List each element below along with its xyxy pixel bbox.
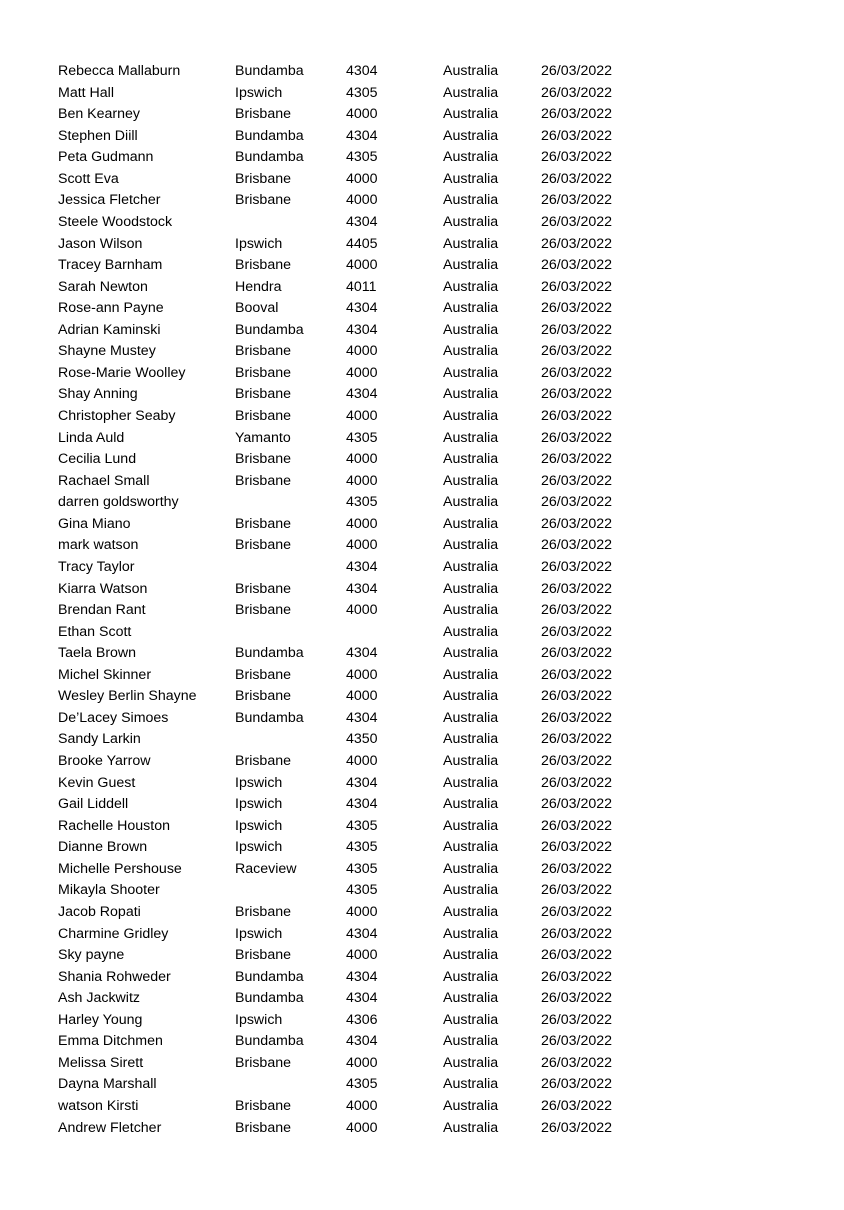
date-cell: 26/03/2022 — [541, 170, 613, 187]
date-cell: 26/03/2022 — [541, 1054, 613, 1071]
country-cell: Australia — [443, 278, 499, 295]
suburb-cell: Brisbane — [235, 386, 291, 403]
table-row — [58, 1010, 758, 1032]
country-cell: Australia — [443, 213, 499, 230]
table-row — [58, 708, 758, 730]
name-cell: Ash Jackwitz — [58, 990, 140, 1007]
suburb-cell: Brisbane — [235, 1098, 291, 1114]
name-cell: Taela Brown — [58, 645, 137, 662]
table-row — [58, 406, 758, 428]
table-row — [58, 514, 758, 536]
name-cell: Gail Liddell — [58, 796, 129, 813]
country-cell: Australia — [443, 817, 499, 834]
suburb-cell: Ipswich — [235, 817, 283, 834]
name-cell: Sandy Larkin — [58, 731, 141, 748]
postcode-cell: 4000 — [346, 537, 378, 554]
postcode-cell: 4000 — [346, 1119, 378, 1136]
country-cell: Australia — [443, 192, 499, 209]
table-row — [58, 320, 758, 342]
date-cell: 26/03/2022 — [541, 839, 613, 856]
name-cell: Rose-Marie Woolley — [58, 364, 186, 381]
date-cell: 26/03/2022 — [541, 882, 613, 899]
country-cell: Australia — [443, 925, 499, 942]
postcode-cell: 4000 — [346, 1098, 378, 1114]
date-cell: 26/03/2022 — [541, 63, 613, 79]
postcode-cell: 4304 — [346, 990, 378, 1007]
name-cell: Dayna Marshall — [58, 1076, 157, 1093]
suburb-cell: Bundamba — [235, 1033, 304, 1050]
country-cell: Australia — [443, 1098, 499, 1114]
name-cell: Melissa Sirett — [58, 1054, 144, 1071]
name-cell: Peta Gudmann — [58, 149, 154, 166]
country-cell: Australia — [443, 602, 499, 619]
country-cell: Australia — [443, 451, 499, 468]
table-row — [58, 428, 758, 450]
postcode-cell: 4306 — [346, 1011, 378, 1028]
postcode-cell: 4305 — [346, 429, 378, 446]
postcode-cell: 4304 — [346, 709, 378, 726]
country-cell: Australia — [443, 343, 499, 360]
postcode-cell: 4000 — [346, 1054, 378, 1071]
suburb-cell: Brisbane — [235, 537, 291, 554]
suburb-cell: Brisbane — [235, 1054, 291, 1071]
table-row — [58, 147, 758, 169]
table-row — [58, 1096, 758, 1118]
date-cell: 26/03/2022 — [541, 1011, 613, 1028]
date-cell: 26/03/2022 — [541, 753, 613, 769]
date-cell: 26/03/2022 — [541, 602, 613, 619]
postcode-cell: 4305 — [346, 1076, 378, 1093]
name-cell: Brooke Yarrow — [58, 753, 151, 769]
date-cell: 26/03/2022 — [541, 451, 613, 468]
postcode-cell: 4000 — [346, 257, 378, 274]
name-cell: Ethan Scott — [58, 623, 132, 640]
date-cell: 26/03/2022 — [541, 731, 613, 748]
table-row — [58, 535, 758, 557]
table-row — [58, 622, 758, 644]
country-cell: Australia — [443, 1054, 499, 1071]
country-cell: Australia — [443, 753, 499, 769]
date-cell: 26/03/2022 — [541, 429, 613, 446]
name-cell: Rachael Small — [58, 472, 150, 489]
postcode-cell: 4304 — [346, 645, 378, 662]
country-cell: Australia — [443, 666, 499, 683]
postcode-cell: 4304 — [346, 321, 378, 338]
table-row — [58, 104, 758, 126]
name-cell: Jacob Ropati — [58, 903, 141, 920]
date-cell: 26/03/2022 — [541, 688, 613, 705]
table-row — [58, 945, 758, 967]
postcode-cell: 4000 — [346, 343, 378, 360]
suburb-cell: Booval — [235, 300, 279, 317]
table-row — [58, 794, 758, 816]
country-cell: Australia — [443, 990, 499, 1007]
table-row — [58, 363, 758, 385]
suburb-cell: Bundamba — [235, 63, 304, 79]
suburb-cell: Raceview — [235, 860, 297, 877]
date-cell: 26/03/2022 — [541, 1076, 613, 1093]
country-cell: Australia — [443, 386, 499, 403]
date-cell: 26/03/2022 — [541, 709, 613, 726]
table-row — [58, 751, 758, 773]
date-cell: 26/03/2022 — [541, 321, 613, 338]
country-cell: Australia — [443, 127, 499, 144]
name-cell: Shay Anning — [58, 386, 138, 403]
country-cell: Australia — [443, 1119, 499, 1136]
postcode-cell: 4304 — [346, 796, 378, 813]
postcode-cell: 4304 — [346, 300, 378, 317]
table-row — [58, 600, 758, 622]
postcode-cell: 4304 — [346, 1033, 378, 1050]
date-cell: 26/03/2022 — [541, 149, 613, 166]
postcode-cell: 4000 — [346, 903, 378, 920]
date-cell: 26/03/2022 — [541, 408, 613, 424]
table-row — [58, 1074, 758, 1096]
suburb-cell: Ipswich — [235, 1011, 283, 1028]
postcode-cell: 4000 — [346, 451, 378, 468]
postcode-cell: 4000 — [346, 170, 378, 187]
date-cell: 26/03/2022 — [541, 990, 613, 1007]
date-cell: 26/03/2022 — [541, 235, 613, 252]
postcode-cell: 4000 — [346, 947, 378, 964]
record-list — [58, 61, 758, 1139]
name-cell: Jason Wilson — [58, 235, 143, 252]
country-cell: Australia — [443, 645, 499, 662]
country-cell: Australia — [443, 968, 499, 985]
table-row — [58, 169, 758, 191]
date-cell: 26/03/2022 — [541, 213, 613, 230]
table-row — [58, 837, 758, 859]
suburb-cell: Brisbane — [235, 515, 291, 532]
name-cell: Adrian Kaminski — [58, 321, 161, 338]
country-cell: Australia — [443, 494, 499, 511]
date-cell: 26/03/2022 — [541, 494, 613, 511]
table-row — [58, 190, 758, 212]
table-row — [58, 859, 758, 881]
date-cell: 26/03/2022 — [541, 300, 613, 317]
date-cell: 26/03/2022 — [541, 666, 613, 683]
postcode-cell: 4305 — [346, 84, 378, 101]
date-cell: 26/03/2022 — [541, 537, 613, 554]
suburb-cell: Hendra — [235, 278, 282, 295]
suburb-cell: Brisbane — [235, 666, 291, 683]
suburb-cell: Brisbane — [235, 192, 291, 209]
postcode-cell: 4011 — [346, 278, 377, 295]
country-cell: Australia — [443, 860, 499, 877]
date-cell: 26/03/2022 — [541, 817, 613, 834]
date-cell: 26/03/2022 — [541, 1033, 613, 1050]
date-cell: 26/03/2022 — [541, 1119, 613, 1136]
name-cell: Shayne Mustey — [58, 343, 156, 360]
table-row — [58, 773, 758, 795]
table-row — [58, 924, 758, 946]
date-cell: 26/03/2022 — [541, 515, 613, 532]
country-cell: Australia — [443, 903, 499, 920]
date-cell: 26/03/2022 — [541, 968, 613, 985]
table-row — [58, 729, 758, 751]
suburb-cell: Ipswich — [235, 925, 283, 942]
suburb-cell: Brisbane — [235, 170, 291, 187]
postcode-cell: 4350 — [346, 731, 378, 748]
date-cell: 26/03/2022 — [541, 84, 613, 101]
name-cell: Rachelle Houston — [58, 817, 170, 834]
suburb-cell: Bundamba — [235, 149, 304, 166]
suburb-cell: Bundamba — [235, 990, 304, 1007]
table-row — [58, 643, 758, 665]
date-cell: 26/03/2022 — [541, 364, 613, 381]
country-cell: Australia — [443, 170, 499, 187]
country-cell: Australia — [443, 580, 499, 597]
postcode-cell: 4304 — [346, 558, 378, 575]
suburb-cell: Bundamba — [235, 645, 304, 662]
name-cell: Scott Eva — [58, 170, 119, 187]
name-cell: Brendan Rant — [58, 602, 146, 619]
suburb-cell: Brisbane — [235, 580, 291, 597]
date-cell: 26/03/2022 — [541, 192, 613, 209]
name-cell: Dianne Brown — [58, 839, 148, 856]
name-cell: Sarah Newton — [58, 278, 148, 295]
date-cell: 26/03/2022 — [541, 1098, 613, 1114]
suburb-cell: Brisbane — [235, 753, 291, 769]
suburb-cell: Brisbane — [235, 947, 291, 964]
name-cell: Kiarra Watson — [58, 580, 148, 597]
table-row — [58, 492, 758, 514]
name-cell: Charmine Gridley — [58, 925, 169, 942]
country-cell: Australia — [443, 472, 499, 489]
name-cell: Kevin Guest — [58, 774, 136, 791]
postcode-cell: 4304 — [346, 968, 378, 985]
country-cell: Australia — [443, 106, 499, 123]
name-cell: Sky payne — [58, 947, 125, 964]
date-cell: 26/03/2022 — [541, 278, 613, 295]
name-cell: Ben Kearney — [58, 106, 141, 123]
name-cell: Harley Young — [58, 1011, 143, 1028]
postcode-cell: 4000 — [346, 666, 378, 683]
date-cell: 26/03/2022 — [541, 343, 613, 360]
suburb-cell: Bundamba — [235, 127, 304, 144]
table-row — [58, 988, 758, 1010]
name-cell: Linda Auld — [58, 429, 125, 446]
table-row — [58, 902, 758, 924]
date-cell: 26/03/2022 — [541, 472, 613, 489]
country-cell: Australia — [443, 1076, 499, 1093]
table-row — [58, 557, 758, 579]
suburb-cell: Brisbane — [235, 451, 291, 468]
country-cell: Australia — [443, 947, 499, 964]
name-cell: Mikayla Shooter — [58, 882, 160, 899]
table-row — [58, 579, 758, 601]
name-cell: Christopher Seaby — [58, 408, 176, 424]
table-row — [58, 1031, 758, 1053]
suburb-cell: Bundamba — [235, 321, 304, 338]
table-row — [58, 665, 758, 687]
suburb-cell: Brisbane — [235, 602, 291, 619]
table-row — [58, 255, 758, 277]
suburb-cell: Brisbane — [235, 903, 291, 920]
date-cell: 26/03/2022 — [541, 386, 613, 403]
suburb-cell: Brisbane — [235, 257, 291, 274]
suburb-cell: Brisbane — [235, 343, 291, 360]
table-row — [58, 384, 758, 406]
postcode-cell: 4304 — [346, 213, 378, 230]
table-row — [58, 471, 758, 493]
name-cell: darren goldsworthy — [58, 494, 179, 511]
country-cell: Australia — [443, 1011, 499, 1028]
country-cell: Australia — [443, 321, 499, 338]
table-row — [58, 61, 758, 83]
country-cell: Australia — [443, 408, 499, 424]
country-cell: Australia — [443, 84, 499, 101]
country-cell: Australia — [443, 429, 499, 446]
postcode-cell: 4304 — [346, 925, 378, 942]
suburb-cell: Brisbane — [235, 688, 291, 705]
postcode-cell: 4305 — [346, 839, 378, 856]
postcode-cell: 4000 — [346, 515, 378, 532]
date-cell: 26/03/2022 — [541, 580, 613, 597]
country-cell: Australia — [443, 1033, 499, 1050]
postcode-cell: 4304 — [346, 63, 378, 79]
date-cell: 26/03/2022 — [541, 903, 613, 920]
name-cell: De’Lacey Simoes — [58, 709, 169, 726]
date-cell: 26/03/2022 — [541, 127, 613, 144]
postcode-cell: 4304 — [346, 386, 378, 403]
suburb-cell: Brisbane — [235, 1119, 291, 1136]
suburb-cell: Ipswich — [235, 839, 283, 856]
name-cell: mark watson — [58, 537, 139, 554]
date-cell: 26/03/2022 — [541, 558, 613, 575]
postcode-cell: 4405 — [346, 235, 378, 252]
postcode-cell: 4000 — [346, 688, 378, 705]
suburb-cell: Brisbane — [235, 408, 291, 424]
country-cell: Australia — [443, 63, 499, 79]
country-cell: Australia — [443, 300, 499, 317]
table-row — [58, 298, 758, 320]
suburb-cell: Ipswich — [235, 774, 283, 791]
name-cell: Stephen Diill — [58, 127, 138, 144]
country-cell: Australia — [443, 882, 499, 899]
name-cell: Tracy Taylor — [58, 558, 135, 575]
date-cell: 26/03/2022 — [541, 257, 613, 274]
postcode-cell: 4305 — [346, 817, 378, 834]
table-row — [58, 212, 758, 234]
country-cell: Australia — [443, 364, 499, 381]
name-cell: Tracey Barnham — [58, 257, 163, 274]
table-row — [58, 686, 758, 708]
name-cell: Steele Woodstock — [58, 213, 173, 230]
suburb-cell: Bundamba — [235, 968, 304, 985]
table-row — [58, 880, 758, 902]
table-row — [58, 816, 758, 838]
country-cell: Australia — [443, 515, 499, 532]
postcode-cell: 4000 — [346, 364, 378, 381]
suburb-cell: Brisbane — [235, 472, 291, 489]
name-cell: Rose-ann Payne — [58, 300, 164, 317]
country-cell: Australia — [443, 537, 499, 554]
table-row — [58, 967, 758, 989]
table-row — [58, 234, 758, 256]
country-cell: Australia — [443, 558, 499, 575]
suburb-cell: Ipswich — [235, 235, 283, 252]
name-cell: Andrew Fletcher — [58, 1119, 162, 1136]
suburb-cell: Ipswich — [235, 84, 283, 101]
date-cell: 26/03/2022 — [541, 106, 613, 123]
date-cell: 26/03/2022 — [541, 860, 613, 877]
country-cell: Australia — [443, 688, 499, 705]
table-row — [58, 277, 758, 299]
country-cell: Australia — [443, 774, 499, 791]
suburb-cell: Ipswich — [235, 796, 283, 813]
name-cell: Michelle Pershouse — [58, 860, 182, 877]
table-row — [58, 1118, 758, 1140]
name-cell: Jessica Fletcher — [58, 192, 161, 209]
country-cell: Australia — [443, 796, 499, 813]
postcode-cell: 4305 — [346, 882, 378, 899]
table-row — [58, 341, 758, 363]
country-cell: Australia — [443, 149, 499, 166]
name-cell: Matt Hall — [58, 84, 114, 101]
name-cell: Emma Ditchmen — [58, 1033, 163, 1050]
name-cell: Wesley Berlin Shayne — [58, 688, 197, 705]
table-row — [58, 126, 758, 148]
name-cell: Rebecca Mallaburn — [58, 63, 181, 79]
suburb-cell: Yamanto — [235, 429, 291, 446]
country-cell: Australia — [443, 731, 499, 748]
postcode-cell: 4304 — [346, 127, 378, 144]
date-cell: 26/03/2022 — [541, 774, 613, 791]
postcode-cell: 4305 — [346, 494, 378, 511]
postcode-cell: 4305 — [346, 860, 378, 877]
postcode-cell: 4000 — [346, 753, 378, 769]
country-cell: Australia — [443, 839, 499, 856]
postcode-cell: 4000 — [346, 192, 378, 209]
date-cell: 26/03/2022 — [541, 623, 613, 640]
suburb-cell: Brisbane — [235, 364, 291, 381]
country-cell: Australia — [443, 235, 499, 252]
postcode-cell: 4000 — [346, 602, 378, 619]
date-cell: 26/03/2022 — [541, 796, 613, 813]
name-cell: Michel Skinner — [58, 666, 152, 683]
country-cell: Australia — [443, 709, 499, 726]
table-row — [58, 449, 758, 471]
postcode-cell: 4000 — [346, 106, 378, 123]
table-row — [58, 1053, 758, 1075]
name-cell: watson Kirsti — [58, 1098, 139, 1114]
suburb-cell: Bundamba — [235, 709, 304, 726]
country-cell: Australia — [443, 257, 499, 274]
postcode-cell: 4000 — [346, 472, 378, 489]
name-cell: Cecilia Lund — [58, 451, 137, 468]
postcode-cell: 4305 — [346, 149, 378, 166]
postcode-cell: 4000 — [346, 408, 378, 424]
table-row — [58, 83, 758, 105]
postcode-cell: 4304 — [346, 774, 378, 791]
date-cell: 26/03/2022 — [541, 645, 613, 662]
suburb-cell: Brisbane — [235, 106, 291, 123]
date-cell: 26/03/2022 — [541, 925, 613, 942]
country-cell: Australia — [443, 623, 499, 640]
date-cell: 26/03/2022 — [541, 947, 613, 964]
name-cell: Shania Rohweder — [58, 968, 171, 985]
name-cell: Gina Miano — [58, 515, 131, 532]
postcode-cell: 4304 — [346, 580, 378, 597]
